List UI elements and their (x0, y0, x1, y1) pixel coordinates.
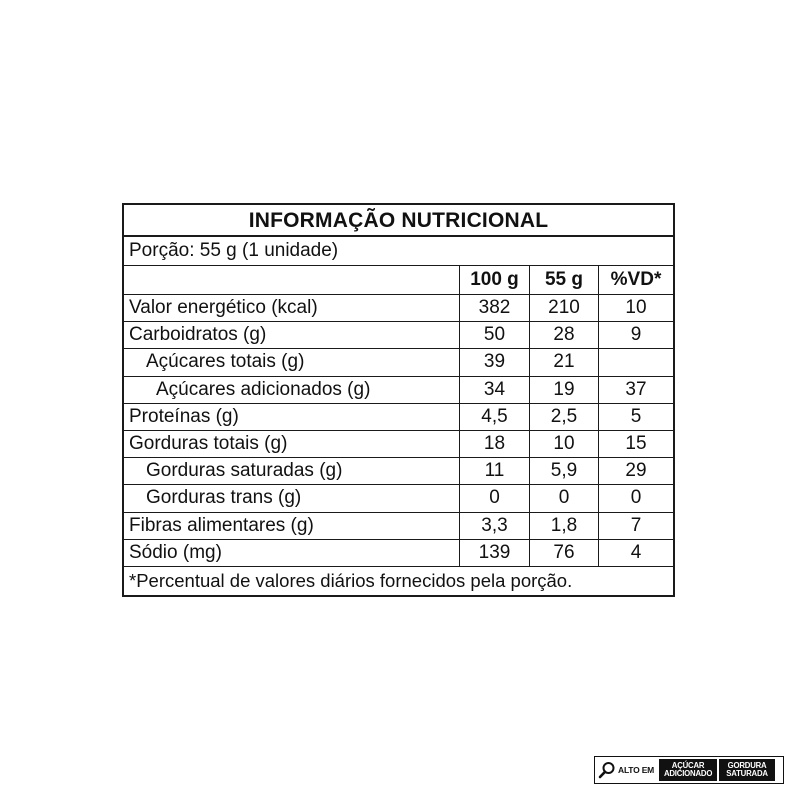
value-per-100g: 4,5 (459, 404, 529, 430)
daily-value-percent: 4 (598, 540, 673, 566)
daily-value-percent: 29 (598, 458, 673, 484)
nutrient-name: Gorduras trans (g) (146, 487, 302, 509)
table-row (124, 431, 673, 458)
daily-value-percent: 7 (598, 513, 673, 539)
value-per-portion: 1,8 (529, 513, 598, 539)
table-row (124, 485, 673, 512)
table-row (124, 377, 673, 404)
value-per-portion: 19 (529, 377, 598, 403)
header-row (124, 266, 673, 295)
table-row (124, 404, 673, 431)
nutrient-name: Gorduras saturadas (g) (146, 460, 343, 482)
daily-value-percent: 37 (598, 377, 673, 403)
daily-value-percent: 10 (598, 295, 673, 321)
seal-saturated-fat-line1: GORDURA (727, 760, 767, 770)
table-row (124, 295, 673, 322)
value-per-100g: 18 (459, 431, 529, 457)
column-header-daily-value: %VD* (598, 266, 673, 294)
value-per-portion: 5,9 (529, 458, 598, 484)
nutrition-facts-table (122, 203, 675, 597)
value-per-100g: 34 (459, 377, 529, 403)
value-per-100g: 139 (459, 540, 529, 566)
portion-size: Porção: 55 g (1 unidade) (124, 237, 673, 266)
value-per-portion: 21 (529, 349, 598, 375)
daily-value-percent: 5 (598, 404, 673, 430)
daily-value-percent (598, 349, 673, 375)
value-per-100g: 0 (459, 485, 529, 511)
value-per-portion: 28 (529, 322, 598, 348)
daily-value-percent: 9 (598, 322, 673, 348)
daily-value-percent: 15 (598, 431, 673, 457)
value-per-100g: 3,3 (459, 513, 529, 539)
table-row (124, 349, 673, 376)
seal-added-sugar-line2: ADICIONADO (663, 769, 713, 778)
table-row (124, 322, 673, 349)
nutrient-name: Sódio (mg) (129, 541, 222, 563)
high-in-warning-seal (594, 756, 784, 784)
table-row (124, 458, 673, 485)
seal-saturated-fat-line2: SATURADA (726, 769, 768, 778)
value-per-portion: 210 (529, 295, 598, 321)
value-per-portion: 2,5 (529, 404, 598, 430)
value-per-100g: 11 (459, 458, 529, 484)
nutrient-name: Fibras alimentares (g) (129, 514, 314, 536)
daily-value-percent: 0 (598, 485, 673, 511)
value-per-portion: 10 (529, 431, 598, 457)
seal-saturated-fat (719, 759, 775, 781)
value-per-100g: 50 (459, 322, 529, 348)
column-header-per-portion: 55 g (529, 266, 598, 294)
column-header-per-100g: 100 g (459, 266, 529, 294)
value-per-100g: 382 (459, 295, 529, 321)
magnifying-glass-icon (598, 761, 616, 779)
seal-added-sugar-line1: AÇÚCAR (671, 760, 705, 770)
nutrient-name: Carboidratos (g) (129, 324, 267, 346)
value-per-portion: 76 (529, 540, 598, 566)
nutrient-name: Proteínas (g) (129, 405, 239, 427)
nutrient-name: Gorduras totais (g) (129, 432, 288, 454)
table-row (124, 513, 673, 540)
table-footnote: *Percentual de valores diários fornecidos pela porção. (129, 570, 573, 591)
nutrient-name: Açúcares totais (g) (146, 351, 305, 373)
nutrient-name: Açúcares adicionados (g) (156, 378, 371, 400)
nutrient-grid (124, 266, 673, 568)
seal-lead-text: ALTO EM (618, 765, 655, 775)
table-row (124, 540, 673, 567)
nutrient-name: Valor energético (kcal) (129, 297, 318, 318)
seal-lead (597, 759, 657, 781)
value-per-100g: 39 (459, 349, 529, 375)
seal-added-sugar (659, 759, 717, 781)
table-title: INFORMAÇÃO NUTRICIONAL (124, 205, 673, 237)
value-per-portion: 0 (529, 485, 598, 511)
column-header-nutrient (124, 266, 459, 294)
